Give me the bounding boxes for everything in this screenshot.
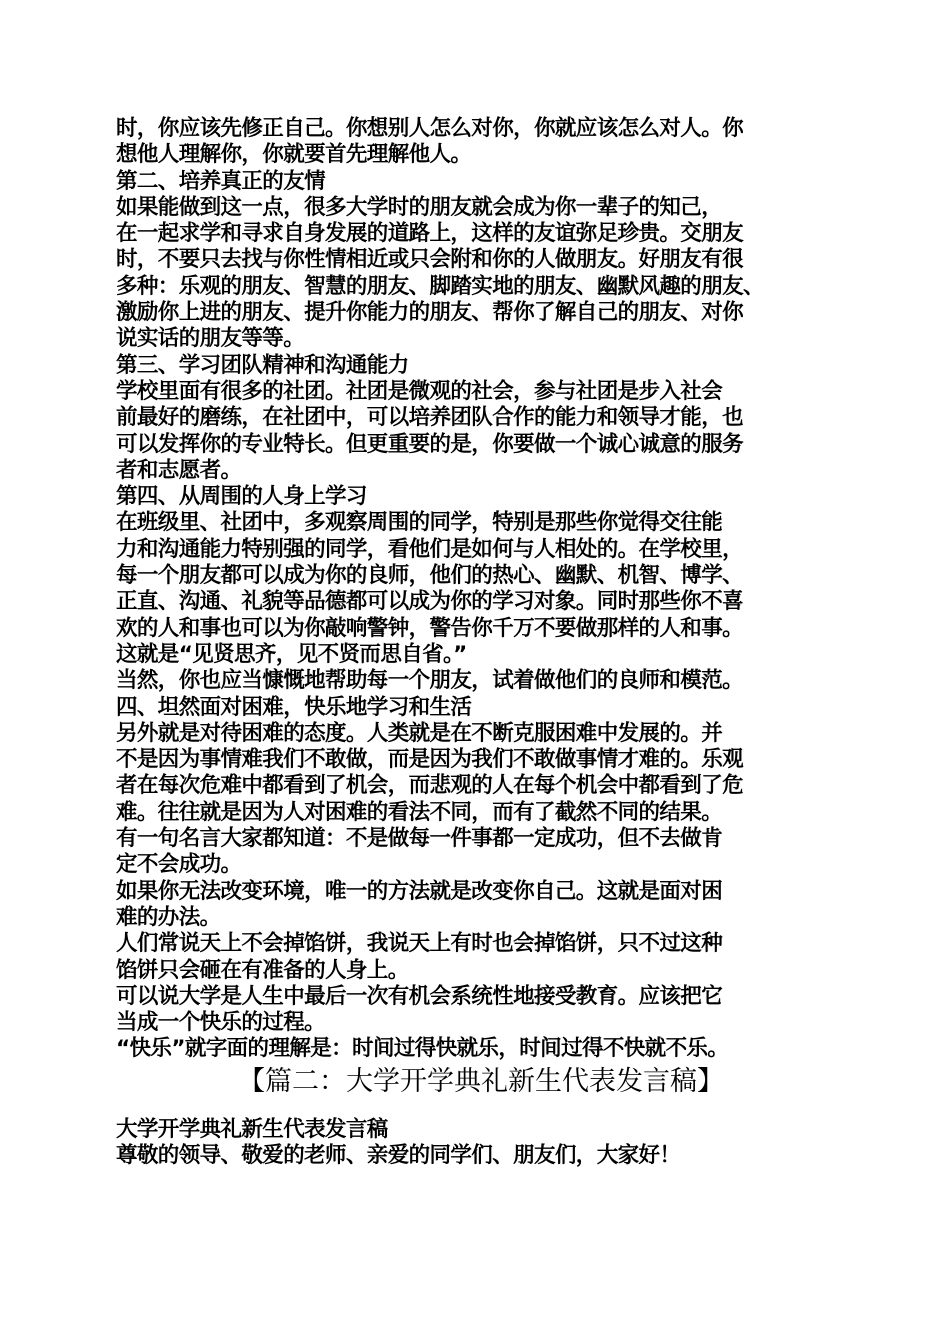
text-line: 人们常说天上不会掉馅饼，我说天上有时也会掉馅饼，只不过这种 <box>116 931 723 957</box>
text-line: 如果能做到这一点，很多大学时的朋友就会成为你一辈子的知己， <box>116 194 723 220</box>
text-line: 馅饼只会砸在有准备的人身上。 <box>116 957 409 983</box>
text-line: 如果你无法改变环境，唯一的方法就是改变你自己。这就是面对困 <box>116 878 723 904</box>
text-line: 在一起求学和寻求自身发展的道路上，这样的友谊弥足珍贵。交朋友 <box>116 221 744 247</box>
text-line: 尊敬的领导、敬爱的老师、亲爱的同学们、朋友们，大家好！ <box>116 1142 681 1168</box>
text-line: 可以发挥你的专业特长。但更重要的是，你要做一个诚心诚意的服务 <box>116 431 744 457</box>
text-line: 前最好的磨练，在社团中，可以培养团队合作的能力和领导才能，也 <box>116 405 744 431</box>
text-line: 不是因为事情难我们不敢做，而是因为我们不敢做事情才难的。乐观 <box>116 747 744 773</box>
document-body <box>116 116 846 1169</box>
text-line: “快乐”就字面的理解是：时间过得快就乐，时间过得不快就不乐。 <box>116 1036 729 1062</box>
text-line: 力和沟通能力特别强的同学，看他们是如何与人相处的。在学校里， <box>116 536 744 562</box>
text-line: 可以说大学是人生中最后一次有机会系统性地接受教育。应该把它 <box>116 983 723 1009</box>
text-line: 当然，你也应当慷慨地帮助每一个朋友，试着做他们的良师和模范。 <box>116 668 744 694</box>
text-line: 说实话的朋友等等。 <box>116 326 305 352</box>
text-line: 正直、沟通、礼貌等品德都可以成为你的学习对象。同时那些你不喜 <box>116 589 744 615</box>
text-line: 每一个朋友都可以成为你的良师，他们的热心、幽默、机智、博学、 <box>116 563 744 589</box>
text-line: 第三、学习团队精神和沟通能力 <box>116 352 409 378</box>
section-title: 【篇二：大学开学典礼新生代表发言稿】 <box>238 1065 724 1097</box>
text-line: 激励你上进的朋友、提升你能力的朋友、帮你了解自己的朋友、对你 <box>116 300 744 326</box>
text-line: 难。往往就是因为人对困难的看法不同，而有了截然不同的结果。 <box>116 799 723 825</box>
text-line: 当成一个快乐的过程。 <box>116 1010 326 1036</box>
text-line: 学校里面有很多的社团。社团是微观的社会，参与社团是步入社会 <box>116 378 723 404</box>
text-line: 第四、从周围的人身上学习 <box>116 484 367 510</box>
text-line: 欢的人和事也可以为你敲响警钟，警告你千万不要做那样的人和事。 <box>116 615 744 641</box>
text-line: 时，你应该先修正自己。你想别人怎么对你，你就应该怎么对人。你 <box>116 116 744 141</box>
text-line: 想他人理解你，你就要首先理解他人。 <box>116 142 472 168</box>
text-line: 另外就是对待困难的态度。人类就是在不断克服困难中发展的。并 <box>116 720 723 746</box>
text-line: 定不会成功。 <box>116 852 242 878</box>
text-line: 者在每次危难中都看到了机会，而悲观的人在每个机会中都看到了危 <box>116 773 744 799</box>
text-line: 这就是“见贤思齐，见不贤而思自省。” <box>116 641 467 667</box>
text-line: 第二、培养真正的友情 <box>116 168 326 194</box>
text-line: 有一句名言大家都知道：不是做每一件事都一定成功，但不去做肯 <box>116 826 723 852</box>
text-line: 多种：乐观的朋友、智慧的朋友、脚踏实地的朋友、幽默风趣的朋友、 <box>116 273 764 299</box>
text-line: 难的办法。 <box>116 904 221 930</box>
text-line: 四、坦然面对困难，快乐地学习和生活 <box>116 694 472 720</box>
text-line: 者和志愿者。 <box>116 457 242 483</box>
text-line: 在班级里、社团中，多观察周围的同学，特别是那些你觉得交往能 <box>116 510 723 536</box>
essay-part-two <box>116 1117 846 1170</box>
text-line: 时，不要只去找与你性情相近或只会附和你的人做朋友。好朋友有很 <box>116 247 744 273</box>
text-line: 大学开学典礼新生代表发言稿 <box>116 1116 388 1142</box>
essay-part-one <box>116 116 846 1063</box>
